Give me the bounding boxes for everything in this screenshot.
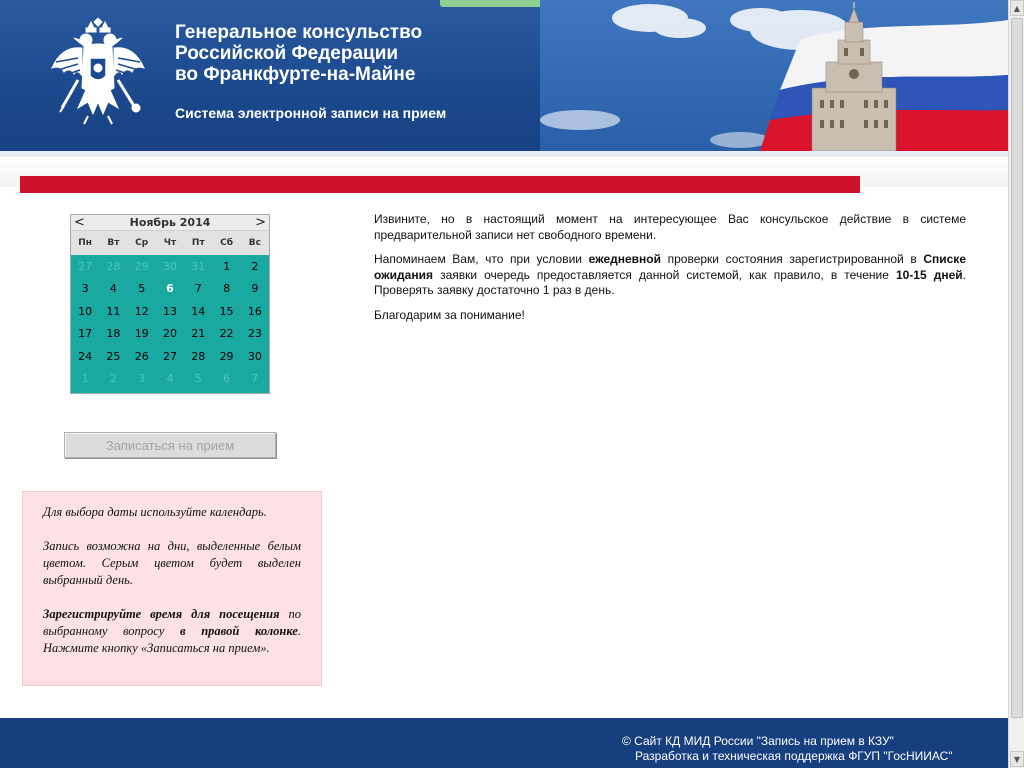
calendar-day[interactable]: 16 xyxy=(247,304,262,318)
consulate-title xyxy=(175,22,422,85)
instructions-paragraph-1: Для выбора даты используйте календарь. xyxy=(43,505,267,519)
book-appointment-button[interactable]: Записаться на прием xyxy=(64,432,276,458)
calendar-day: 2 xyxy=(109,372,117,386)
no-slots-message xyxy=(374,212,966,332)
calendar-day[interactable]: 15 xyxy=(219,304,234,318)
consulate-title-line-1: Генеральное консульство xyxy=(175,22,423,43)
instructions-paragraph-2: Запись возможна на дни, выделенные белым цветом. Серым цветом будет выделен выбранный день. xyxy=(43,539,301,587)
weekday-label: Пн xyxy=(78,238,93,248)
calendar-day[interactable]: 1 xyxy=(223,259,231,273)
calendar-day: 7 xyxy=(251,372,259,386)
message-text: заявки очередь предоставляется данной системой, как правило, в течение xyxy=(432,267,896,282)
calendar-day[interactable]: 23 xyxy=(247,327,262,341)
weekday-label: Сб xyxy=(220,238,233,248)
scroll-down-arrow-icon[interactable]: ▼ xyxy=(1010,751,1024,767)
footer-line-2: Разработка и техническая поддержка ФГУП "ГосНИИАС" xyxy=(635,749,953,763)
message-bold-days: 10-15 дней xyxy=(895,267,963,282)
calendar-day[interactable]: 4 xyxy=(109,282,117,296)
message-text: проверки состояния зарегистрированной в xyxy=(661,252,924,266)
weekday-label: Ср xyxy=(135,238,149,248)
instructions-paragraph-3 xyxy=(43,606,301,657)
footer-line-1: © Сайт КД МИД России "Запись на прием в КЗУ" xyxy=(622,734,894,748)
calendar-day[interactable]: 13 xyxy=(162,304,177,318)
vertical-scrollbar[interactable] xyxy=(1008,0,1024,768)
calendar-day[interactable]: 8 xyxy=(223,282,231,296)
system-subtitle: Система электронной записи на прием xyxy=(175,105,447,121)
calendar-day-today[interactable]: 6 xyxy=(166,282,174,296)
consulate-title-line-3: во Франкфурте-на-Майне xyxy=(175,64,416,85)
calendar-day: 28 xyxy=(106,259,121,273)
message-paragraph-1: Извините, но в настоящий момент на интересующее Вас консульское действие в системе предварительной записи нет свободного времени. xyxy=(374,212,966,242)
calendar-next-month-button[interactable]: > xyxy=(255,215,266,230)
calendar-day[interactable]: 10 xyxy=(78,304,93,318)
calendar-month-label: Ноябрь 2014 xyxy=(129,216,211,229)
message-bold-daily: ежедневной xyxy=(588,252,662,266)
calendar-day-grid xyxy=(71,255,269,390)
message-text: . Проверять заявку достаточно 1 раз в день. xyxy=(374,267,966,297)
weekday-label: Чт xyxy=(163,238,177,248)
calendar-day: 3 xyxy=(138,372,146,386)
calendar-day[interactable]: 12 xyxy=(134,304,149,318)
instructions-text: . Нажмите кнопку «Записаться на прием». xyxy=(43,624,302,655)
double-headed-eagle-emblem-icon xyxy=(48,18,148,126)
red-divider-bar xyxy=(20,176,860,193)
calendar-day[interactable]: 20 xyxy=(162,327,177,341)
calendar-day[interactable]: 28 xyxy=(191,349,206,363)
flag-and-building-banner-image xyxy=(540,0,1008,151)
calendar-day: 29 xyxy=(134,259,149,273)
date-calendar xyxy=(70,214,270,394)
instructions-bold-register: Зарегистрируйте время для посещения xyxy=(43,607,280,621)
calendar-day: 30 xyxy=(162,259,177,273)
calendar-day: 31 xyxy=(191,259,206,273)
calendar-day: 4 xyxy=(166,372,174,386)
calendar-day[interactable]: 9 xyxy=(251,282,259,296)
instructions-bold-right-column: в правой колонке xyxy=(179,624,298,638)
calendar-day[interactable]: 14 xyxy=(191,304,206,318)
calendar-day: 1 xyxy=(81,372,89,386)
calendar-day[interactable]: 27 xyxy=(162,349,177,363)
calendar-weekday-row xyxy=(71,231,269,255)
message-bold-waiting-list: Списке ожидания xyxy=(374,252,966,282)
scroll-up-arrow-icon[interactable]: ▲ xyxy=(1010,0,1024,16)
calendar-day[interactable]: 29 xyxy=(219,349,234,363)
calendar-day[interactable]: 5 xyxy=(138,282,146,296)
calendar-day[interactable]: 25 xyxy=(106,349,121,363)
calendar-day: 27 xyxy=(78,259,93,273)
calendar-day: 6 xyxy=(223,372,231,386)
footer-copyright xyxy=(622,734,953,764)
calendar-day[interactable]: 3 xyxy=(81,282,89,296)
instructions-box xyxy=(22,491,322,686)
message-paragraph-3: Благодарим за понимание! xyxy=(374,307,525,322)
calendar-day[interactable]: 24 xyxy=(78,349,93,363)
scrollbar-thumb[interactable] xyxy=(1011,18,1023,718)
calendar-prev-month-button[interactable]: < xyxy=(74,215,85,230)
weekday-label: Вс xyxy=(248,238,261,248)
calendar-day[interactable]: 7 xyxy=(194,282,202,296)
calendar-day[interactable]: 2 xyxy=(251,259,259,273)
calendar-day[interactable]: 17 xyxy=(78,327,93,341)
message-text: Напоминаем Вам, что при условии xyxy=(374,252,589,266)
calendar-day[interactable]: 11 xyxy=(106,304,121,318)
weekday-label: Вт xyxy=(107,238,120,248)
calendar-day[interactable]: 26 xyxy=(134,349,149,363)
calendar-day[interactable]: 18 xyxy=(106,327,121,341)
header-banner xyxy=(0,0,1008,157)
calendar-day[interactable]: 21 xyxy=(191,327,206,341)
calendar-day[interactable]: 30 xyxy=(247,349,262,363)
consulate-title-line-2: Российской Федерации xyxy=(175,43,399,64)
instructions-text: по выбранному вопросу xyxy=(43,607,301,638)
weekday-label: Пт xyxy=(191,238,205,248)
message-paragraph-2 xyxy=(374,252,966,299)
calendar-header xyxy=(71,215,269,231)
calendar-day[interactable]: 22 xyxy=(219,327,234,341)
calendar-day[interactable]: 19 xyxy=(134,327,149,341)
calendar-day: 5 xyxy=(194,372,202,386)
